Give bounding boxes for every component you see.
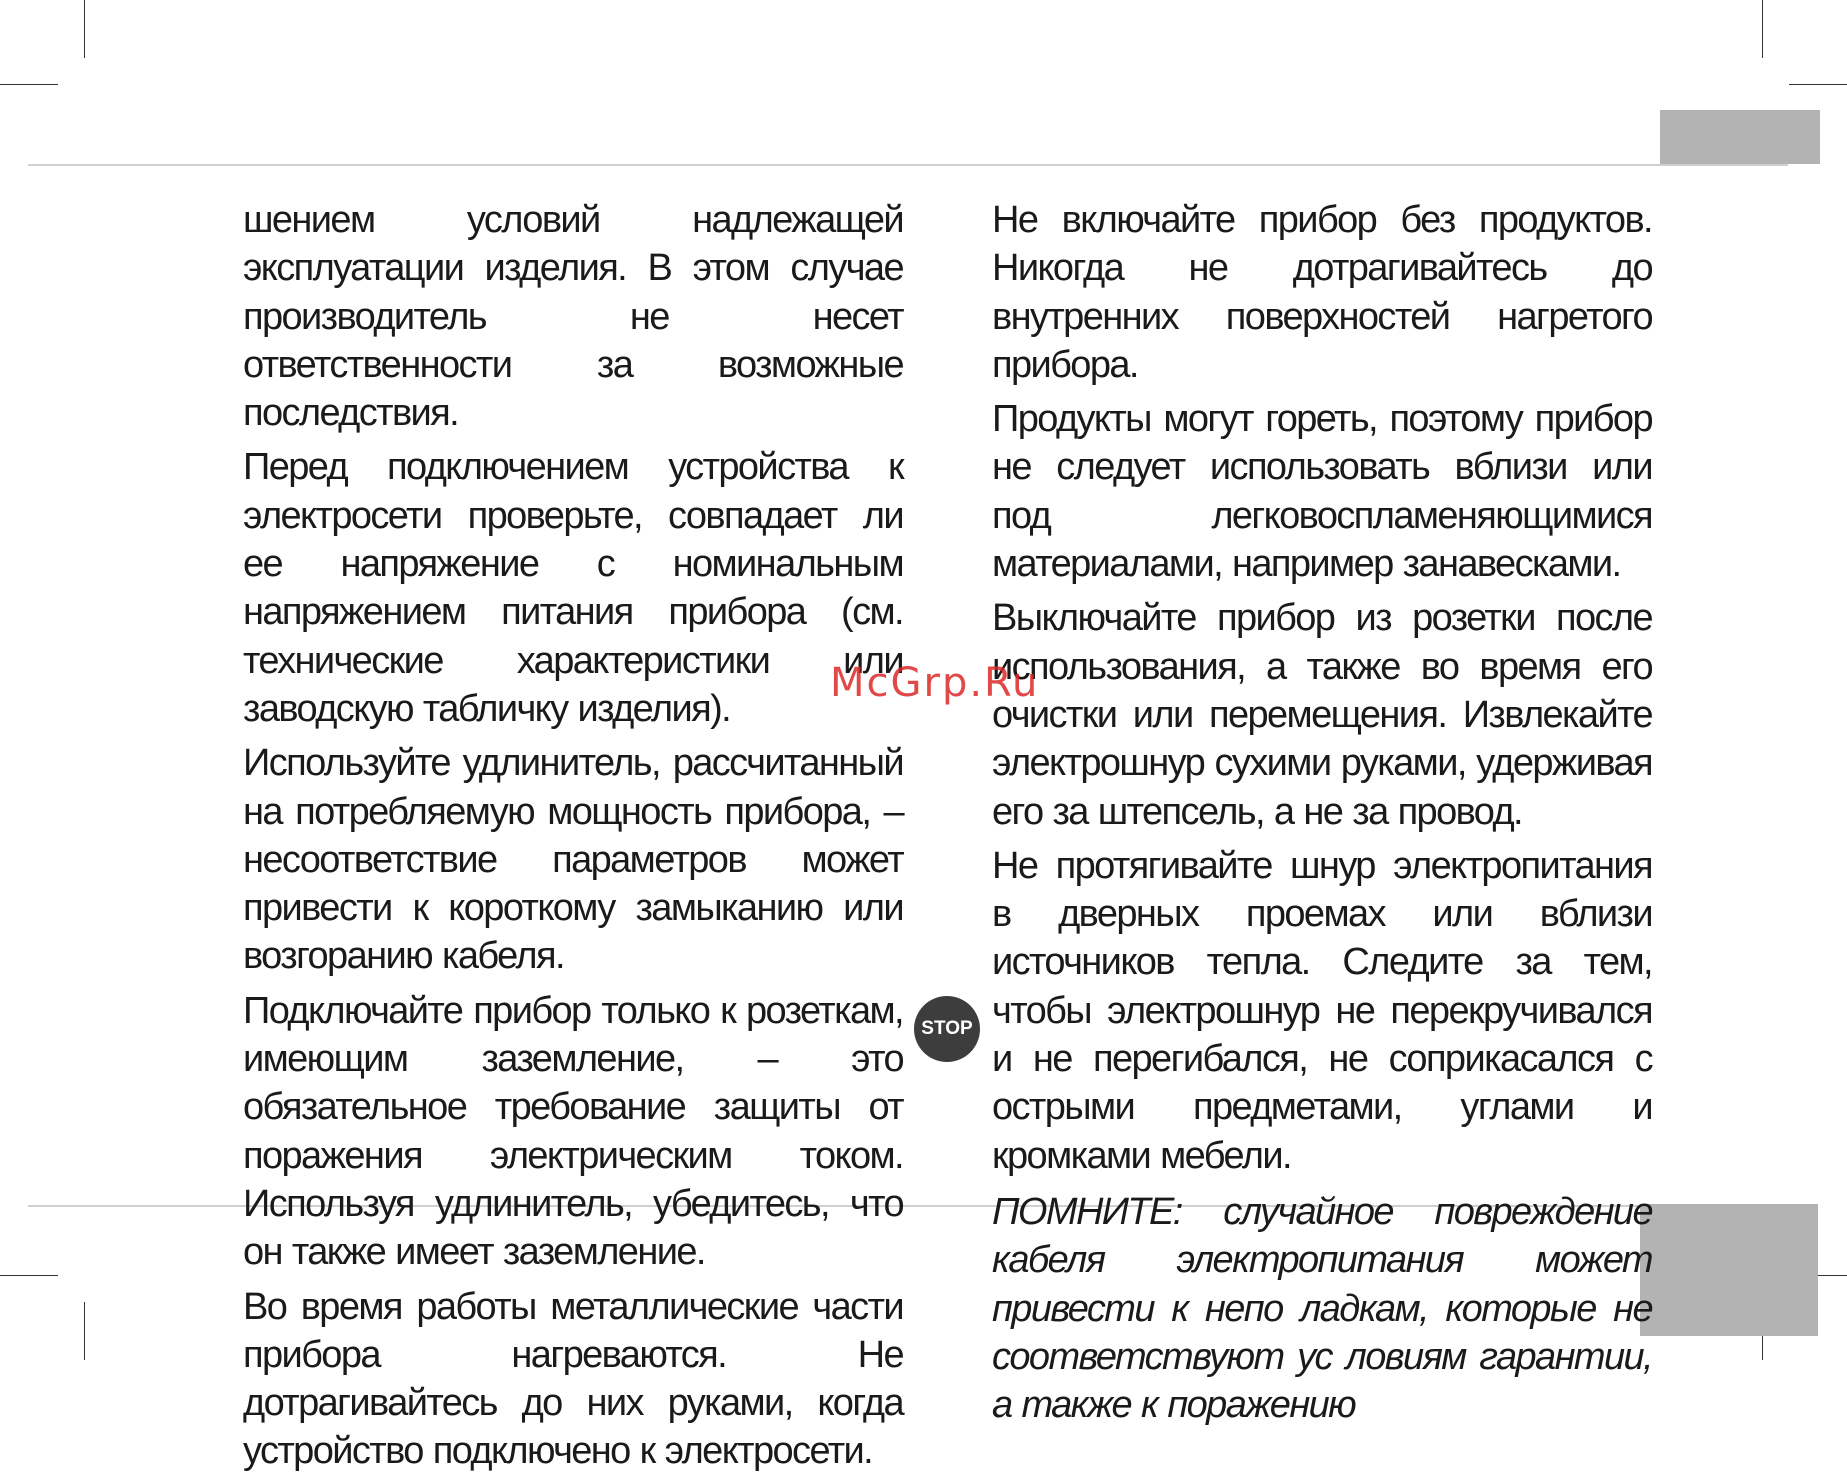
crop-mark (1762, 0, 1763, 58)
paragraph: Используйте удлинитель, рассчитанный на потребляемую мощность прибора, – несоответствие параметров может привести к короткому замыканию или возгоранию кабеля. (243, 742, 903, 978)
paragraph: Выключайте прибор из розетки после использования, а также во время его очистки или перемещения. Извлекайте электрошнур сухими руками, удерживая его за штепсель, а не за провод. (992, 597, 1652, 833)
crop-mark (84, 1302, 85, 1360)
paragraph: Не протягивайте шнур электропитания в дверных проемах или вблизи источников тепла. Следите за тем, чтобы электрошнур не перекручивался и не перегибался, не соприкасался с острыми предметами, углами и кромками мебели. (992, 844, 1652, 1177)
watermark: McGrp.Ru (830, 660, 1040, 706)
stop-icon: STOP (914, 996, 980, 1062)
side-tab (1640, 1204, 1818, 1336)
crop-mark (1789, 84, 1847, 85)
crop-mark (0, 84, 58, 85)
paragraph: Продукты могут гореть, поэтому прибор не следует использовать вблизи или под легковоспламеняющимися материалами, например занавесками. (992, 398, 1652, 586)
top-tab (1660, 110, 1820, 164)
top-rule (28, 164, 1788, 166)
paragraph: Подключайте прибор только к розеткам, имеющим заземление, – это обязательное требование защиты от поражения электрическим током. Используя удлинитель, убедитесь, что он также имеет заземление. (243, 989, 903, 1274)
crop-mark (0, 1275, 58, 1276)
right-column (992, 196, 1652, 1435)
crop-mark (84, 0, 85, 58)
paragraph: Во время работы металлические части прибора нагреваются. Не дотрагивайтесь до них руками, когда устройство подключено к электросети. (243, 1285, 903, 1473)
paragraph: Не включайте прибор без продуктов. Никогда не дотрагивайтесь до внутренних поверхностей нагретого прибора. (992, 199, 1652, 386)
paragraph: Перед подключением устройства к электросети проверьте, совпадает ли ее напряжение с номинальным напряжением питания прибора (см. технические характеристики или заводскую табличку изделия). (243, 446, 903, 730)
warning-note: ПОМНИТЕ: случайное повреждение кабеля электропитания может привести к непо ладкам, которые не соответствуют ус ловиям гарантии, а также к поражению (992, 1190, 1652, 1427)
paragraph: шением условий надлежащей эксплуатации изделия. В этом случае производитель не несет ответственности за возможные последствия. (243, 199, 903, 435)
left-column (243, 196, 903, 1482)
